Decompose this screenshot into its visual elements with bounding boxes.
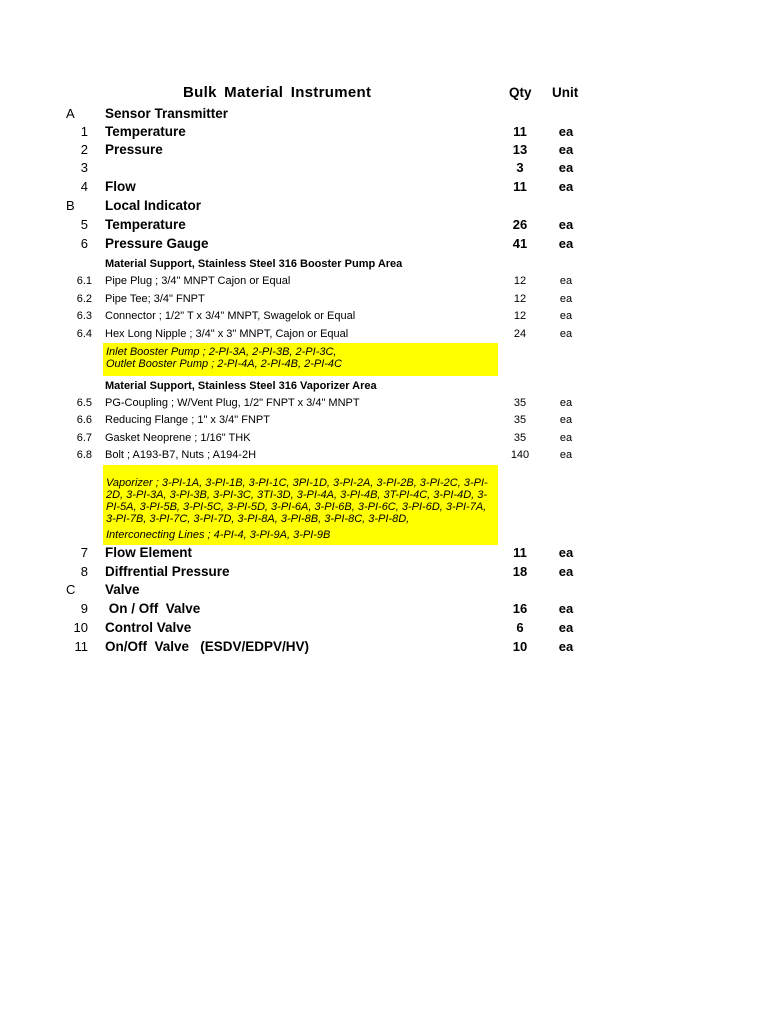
section-label: Sensor Transmitter <box>105 106 229 121</box>
section-letter: C <box>66 582 76 597</box>
item-qty: 12 <box>513 293 527 305</box>
table-row <box>0 638 768 656</box>
table-row <box>0 544 768 562</box>
table-row <box>0 411 768 429</box>
item-qty: 11 <box>513 124 527 139</box>
item-label: Temperature <box>105 124 186 139</box>
table-row <box>0 159 768 177</box>
section-label: Valve <box>105 582 140 597</box>
table-row <box>0 446 768 464</box>
item-label: Hex Long Nipple ; 3/4" x 3" MNPT, Cajon or Equal <box>105 328 349 340</box>
item-qty: 16 <box>512 601 528 616</box>
item-qty: 41 <box>512 236 528 251</box>
item-unit: ea <box>558 564 574 579</box>
item-number: 4 <box>80 179 88 194</box>
unit-column-header: Unit <box>552 85 579 100</box>
table-row <box>0 600 768 618</box>
item-label: Pressure <box>105 142 163 157</box>
item-qty: 140 <box>510 449 530 461</box>
item-unit: ea <box>558 236 574 251</box>
table-row <box>0 325 768 343</box>
item-unit: ea <box>559 328 573 340</box>
item-number: 6.7 <box>76 432 92 444</box>
item-label: Pressure Gauge <box>105 236 209 251</box>
item-label: Temperature <box>105 217 186 232</box>
table-row <box>0 394 768 412</box>
subsection-heading <box>0 377 768 395</box>
item-unit: ea <box>559 293 573 305</box>
subsection-label: Material Support, Stainless Steel 316 Booster Pump Area <box>105 258 403 270</box>
item-number: 2 <box>80 142 88 157</box>
item-unit: ea <box>559 432 573 444</box>
item-unit: ea <box>559 414 573 426</box>
section-letter: B <box>66 198 75 213</box>
item-qty: 18 <box>512 564 528 579</box>
item-number: 8 <box>80 564 88 579</box>
note-line: Vaporizer ; 3-PI-1A, 3-PI-1B, 3-PI-1C, 3PI-1D, 3-PI-2A, 3-PI-2B, 3-PI-2C, 3-PI- <box>106 477 488 489</box>
item-qty: 35 <box>513 397 527 409</box>
item-label: PG-Coupling ; W/Vent Plug, 1/2" FNPT x 3/4" MNPT <box>105 397 360 409</box>
item-qty: 26 <box>512 217 528 232</box>
section-row <box>0 105 768 123</box>
item-unit: ea <box>558 620 574 635</box>
highlight-note <box>103 343 498 376</box>
item-label: Flow Element <box>105 545 193 560</box>
item-number: 6 <box>80 236 88 251</box>
note-line: 3-PI-7B, 3-PI-7C, 3-PI-7D, 3-PI-8A, 3-PI-8B, 3-PI-8C, 3-PI-8D, <box>106 513 410 525</box>
item-number: 3 <box>80 160 88 175</box>
table-row <box>0 307 768 325</box>
item-unit: ea <box>559 397 573 409</box>
table-row <box>0 178 768 196</box>
item-qty: 3 <box>516 160 524 175</box>
qty-column-header: Qty <box>509 85 532 100</box>
table-row <box>0 141 768 159</box>
item-number: 9 <box>80 601 88 616</box>
item-qty: 11 <box>513 179 527 194</box>
note-line: PI-5A, 3-PI-5B, 3-PI-5C, 3-PI-5D, 3-PI-6A, 3-PI-6B, 3-PI-6C, 3-PI-6D, 3-PI-7A, <box>106 501 487 513</box>
item-qty: 35 <box>513 414 527 426</box>
page-title: Bulk Material Instrument <box>183 84 372 101</box>
table-row <box>0 216 768 234</box>
item-unit: ea <box>558 179 574 194</box>
item-qty: 12 <box>513 310 527 322</box>
item-qty: 6 <box>516 620 524 635</box>
item-label: Flow <box>105 179 136 194</box>
item-label: On / Off Valve <box>105 601 201 616</box>
item-number: 5 <box>80 217 88 232</box>
item-number: 6.6 <box>76 414 92 426</box>
highlight-note <box>103 465 498 545</box>
section-letter: A <box>66 106 75 121</box>
note-line: Interconecting Lines ; 4-PI-4, 3-PI-9A, 3-PI-9B <box>106 529 331 541</box>
item-label: Pipe Plug ; 3/4" MNPT Cajon or Equal <box>105 275 291 287</box>
item-qty: 13 <box>512 142 528 157</box>
note-line: 2D, 3-PI-3A, 3-PI-3B, 3-PI-3C, 3TI-3D, 3-PI-4A, 3-PI-4B, 3T-PI-4C, 3-PI-4D, 3- <box>106 489 488 501</box>
table-row <box>0 619 768 637</box>
item-qty: 35 <box>513 432 527 444</box>
table-row <box>0 123 768 141</box>
item-number: 7 <box>80 545 88 560</box>
item-unit: ea <box>559 449 573 461</box>
item-unit: ea <box>558 601 574 616</box>
table-row <box>0 235 768 253</box>
item-number: 11 <box>74 639 88 654</box>
section-row <box>0 197 768 215</box>
item-number: 1 <box>80 124 88 139</box>
item-label: On/Off Valve (ESDV/EDPV/HV) <box>105 639 310 654</box>
item-qty: 10 <box>512 639 528 654</box>
item-unit: ea <box>558 639 574 654</box>
table-row <box>0 563 768 581</box>
subsection-heading <box>0 255 768 273</box>
item-unit: ea <box>559 310 573 322</box>
item-label: Control Valve <box>105 620 192 635</box>
item-number: 6.2 <box>76 293 92 305</box>
item-number: 6.5 <box>76 397 92 409</box>
item-number: 6.8 <box>76 449 92 461</box>
table-row <box>0 290 768 308</box>
item-unit: ea <box>558 124 574 139</box>
item-unit: ea <box>558 545 574 560</box>
item-number: 6.1 <box>76 275 92 287</box>
item-unit: ea <box>558 217 574 232</box>
item-unit: ea <box>558 142 574 157</box>
note-line: Outlet Booster Pump ; 2-PI-4A, 2-PI-4B, 2-PI-4C <box>106 358 342 370</box>
item-number: 6.4 <box>76 328 92 340</box>
table-row <box>0 272 768 290</box>
section-row <box>0 581 768 599</box>
item-qty: 24 <box>513 328 527 340</box>
item-number: 10 <box>73 620 88 635</box>
item-unit: ea <box>559 275 573 287</box>
item-label: Diffrential Pressure <box>105 564 230 579</box>
note-line: Inlet Booster Pump ; 2-PI-3A, 2-PI-3B, 2-PI-3C, <box>106 346 337 358</box>
section-label: Local Indicator <box>105 198 202 213</box>
item-label: Pipe Tee; 3/4" FNPT <box>105 293 205 305</box>
item-qty: 12 <box>513 275 527 287</box>
item-label: Reducing Flange ; 1" x 3/4" FNPT <box>105 414 270 426</box>
item-number: 6.3 <box>76 310 92 322</box>
item-qty: 11 <box>513 545 527 560</box>
item-label: Connector ; 1/2" T x 3/4" MNPT, Swagelok or Equal <box>105 310 356 322</box>
item-unit: ea <box>558 160 574 175</box>
table-row <box>0 429 768 447</box>
item-label: Gasket Neoprene ; 1/16" THK <box>105 432 251 444</box>
subsection-label: Material Support, Stainless Steel 316 Vaporizer Area <box>105 380 377 392</box>
item-label: Bolt ; A193-B7, Nuts ; A194-2H <box>105 449 257 461</box>
